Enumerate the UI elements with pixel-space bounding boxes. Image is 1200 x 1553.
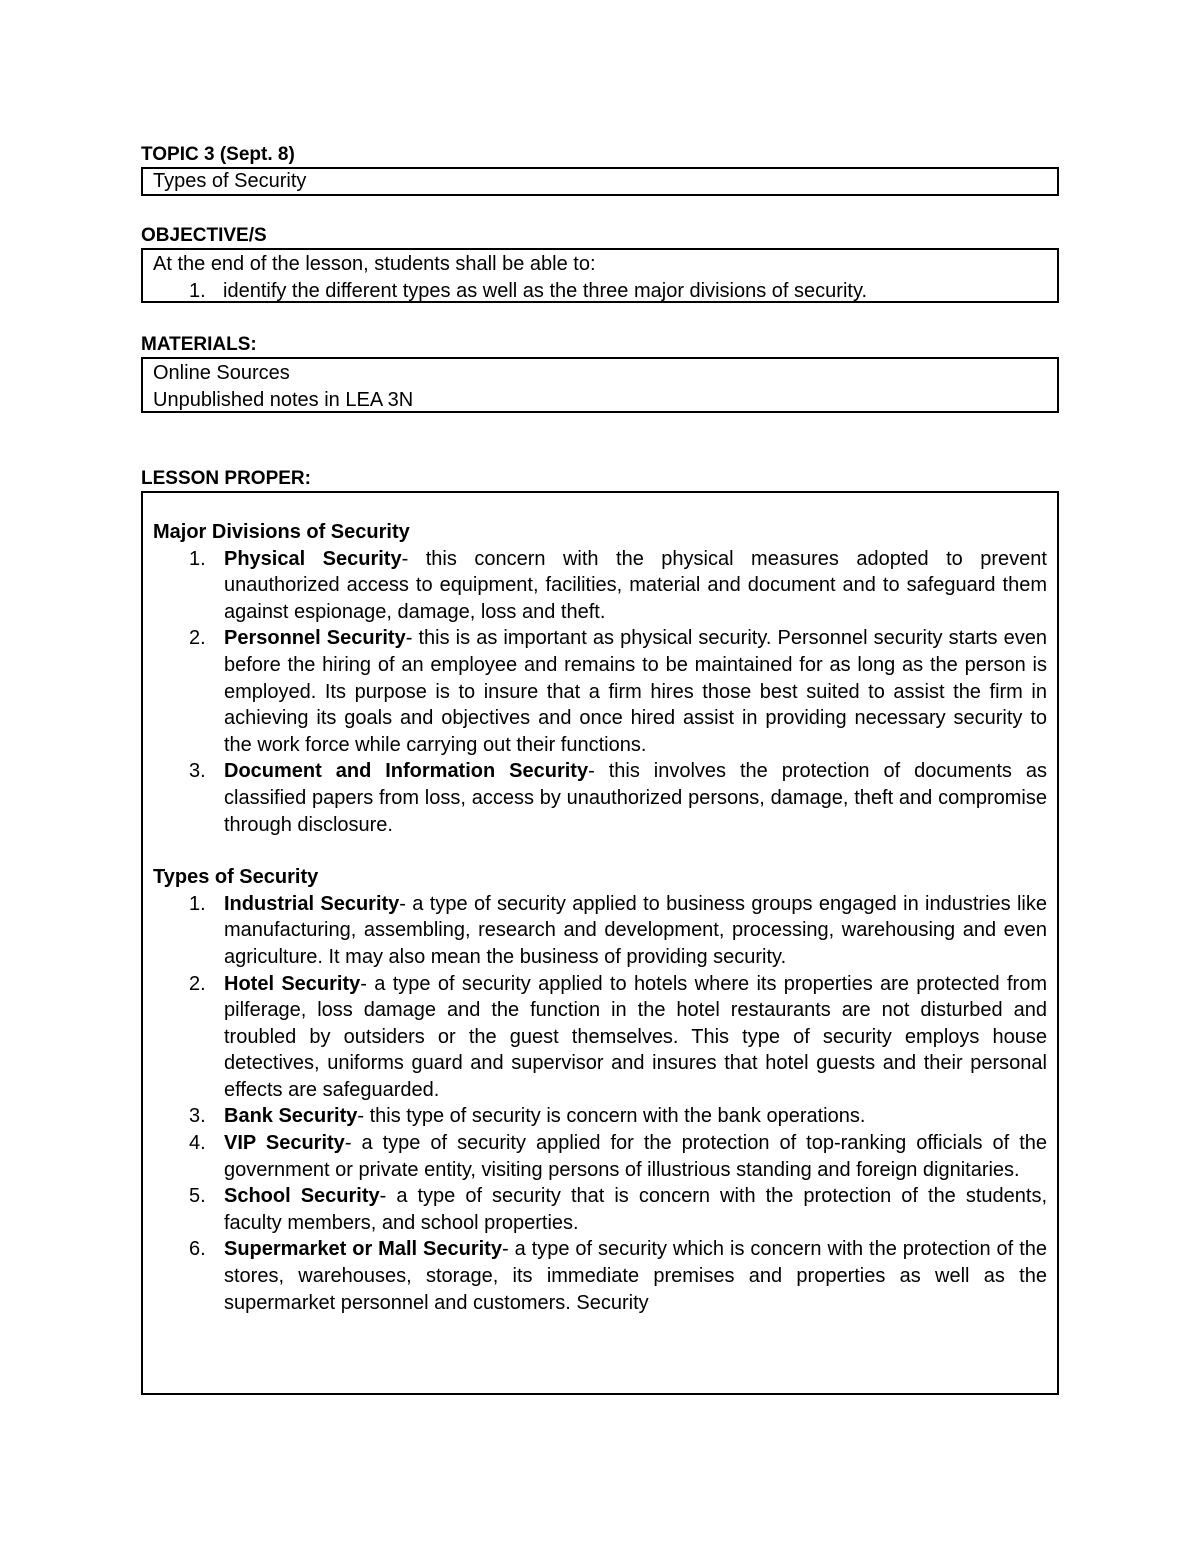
list-item bbox=[153, 1130, 1047, 1183]
item-text bbox=[224, 1103, 1047, 1130]
objective-text: identify the different types as well as the three major divisions of security. bbox=[223, 280, 868, 302]
item-text bbox=[224, 1236, 1047, 1316]
item-text bbox=[224, 546, 1047, 626]
item-term: Personnel Security bbox=[224, 627, 406, 650]
item-number: 4. bbox=[189, 1132, 206, 1155]
item-text bbox=[224, 1183, 1047, 1236]
item-term: VIP Security bbox=[224, 1132, 345, 1155]
list-item bbox=[153, 1236, 1047, 1316]
item-description: - this concern with the physical measures adopted to prevent unauthorized access to equipment, facilities, material and document and to safeguard them against espionage, damage, loss and theft. bbox=[224, 547, 1047, 623]
item-text bbox=[224, 758, 1047, 838]
objectives-intro: At the end of the lesson, students shall be able to: bbox=[153, 253, 596, 275]
materials-heading: MATERIALS: bbox=[141, 334, 257, 355]
types-list bbox=[153, 891, 1047, 1317]
item-text bbox=[224, 625, 1047, 758]
item-number: 1. bbox=[189, 892, 206, 915]
item-description: - this is as important as physical security. Personnel security starts even before the hiring of an employee and remains to be maintained for as long as the person is employed. Its purpose is to insure that a firm hires those best suited to assist the firm in achieving its goals and objectives and once hired assist in providing necessary security to the work force while carrying out their functions. bbox=[224, 627, 1047, 756]
topic-box bbox=[141, 167, 1059, 196]
item-description: - a type of security which is concern with the protection of the stores, warehouses, storage, its immediate premises and properties as well as the supermarket personnel and customers. Security bbox=[224, 1238, 1047, 1314]
item-number: 3. bbox=[189, 760, 206, 783]
list-item bbox=[153, 1183, 1047, 1236]
major-divisions-title: Major Divisions of Security bbox=[153, 521, 410, 543]
lesson-box bbox=[141, 491, 1059, 1395]
list-item bbox=[153, 891, 1047, 971]
item-number: 5. bbox=[189, 1185, 206, 1208]
materials-box bbox=[141, 357, 1059, 413]
list-item bbox=[153, 971, 1047, 1104]
topic-title: Types of Security bbox=[153, 170, 307, 192]
material-item: Online Sources bbox=[153, 362, 290, 384]
item-description: - this involves the protection of documents as classified papers from loss, access by unauthorized persons, damage, theft and compromise through disclosure. bbox=[224, 760, 1047, 836]
major-divisions-list bbox=[153, 546, 1047, 839]
item-number: 1. bbox=[189, 547, 206, 570]
item-term: Physical Security bbox=[224, 547, 402, 570]
item-text bbox=[224, 891, 1047, 971]
item-term: School Security bbox=[224, 1185, 380, 1208]
item-description: - a type of security applied to business groups engaged in industries like manufacturing, assembling, research and development, processing, warehousing and even agriculture. It may also mean the business of providing security. bbox=[224, 892, 1047, 968]
objectives-heading: OBJECTIVE/S bbox=[141, 225, 267, 246]
list-item bbox=[153, 758, 1047, 838]
item-term: Hotel Security bbox=[224, 972, 361, 995]
item-text bbox=[224, 1130, 1047, 1183]
item-number: 6. bbox=[189, 1238, 206, 1261]
list-item bbox=[153, 546, 1047, 626]
item-term: Bank Security bbox=[224, 1105, 358, 1128]
item-term: Supermarket or Mall Security bbox=[224, 1238, 502, 1261]
item-description: - a type of security applied for the protection of top-ranking officials of the government or private entity, visiting persons of illustrious standing and foreign dignitaries. bbox=[224, 1132, 1048, 1181]
types-title: Types of Security bbox=[153, 866, 319, 889]
material-item: Unpublished notes in LEA 3N bbox=[153, 389, 414, 411]
item-term: Industrial Security bbox=[224, 892, 400, 915]
item-description: - a type of security applied to hotels where its properties are protected from pilferage, loss damage and the function in the hotel restaurants are not disturbed and troubled by outsiders or the guest themselves. This type of security employs house detectives, uniforms guard and supervisor and insures that hotel guests and their personal effects are safeguarded. bbox=[224, 972, 1047, 1101]
list-item bbox=[153, 1103, 1047, 1130]
document-content bbox=[141, 143, 1059, 1395]
topic-heading: TOPIC 3 (Sept. 8) bbox=[141, 144, 295, 165]
item-text bbox=[224, 971, 1047, 1104]
item-description: - this type of security is concern with the bank operations. bbox=[357, 1105, 866, 1128]
section-gap bbox=[153, 838, 1047, 864]
item-number: 2. bbox=[189, 972, 206, 995]
item-term: Document and Information Security bbox=[224, 760, 589, 783]
objective-number: 1. bbox=[189, 280, 206, 302]
list-item bbox=[153, 625, 1047, 758]
item-description: - a type of security that is concern with the protection of the students, faculty members, and school properties. bbox=[224, 1185, 1048, 1234]
objective-item bbox=[153, 278, 1047, 305]
lesson-heading: LESSON PROPER: bbox=[141, 468, 311, 489]
item-number: 2. bbox=[189, 627, 206, 650]
item-number: 3. bbox=[189, 1105, 206, 1128]
objectives-box bbox=[141, 248, 1059, 303]
